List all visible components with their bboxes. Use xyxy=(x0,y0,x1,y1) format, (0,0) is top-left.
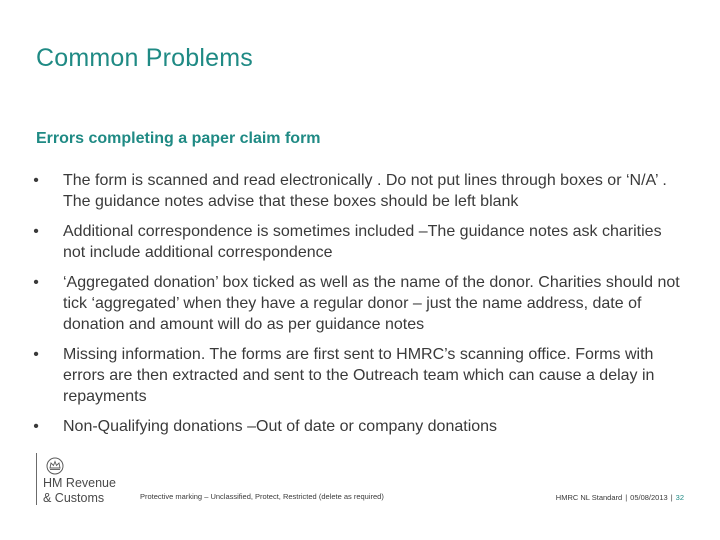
slide-footer xyxy=(0,450,720,540)
bullet-text: Missing information. The forms are first sent to HMRC’s scanning office. Forms with errors are then extracted and sent to the Outreach team which can cause a delay in repayments xyxy=(63,346,655,405)
slide-subtitle: Errors completing a paper claim form xyxy=(36,130,321,147)
bullet-symbol: • xyxy=(33,274,39,291)
bullet-symbol: • xyxy=(33,223,39,240)
separator: | xyxy=(625,493,628,502)
separator: | xyxy=(670,493,673,502)
standard-label: HMRC NL Standard xyxy=(555,493,623,502)
bullet-symbol: • xyxy=(33,172,39,189)
logo-text-line2: & Customs xyxy=(43,491,105,505)
bullet-text: Non-Qualifying donations –Out of date or company donations xyxy=(63,418,498,435)
crown-crest-icon xyxy=(44,456,66,476)
bullet-symbol: • xyxy=(33,418,39,435)
bullet-list xyxy=(30,170,680,446)
page-number: 32 xyxy=(675,493,684,502)
bullet-item xyxy=(30,416,680,437)
bullet-item xyxy=(30,344,680,407)
bullet-text: Additional correspondence is sometimes included –The guidance notes ask charities not include additional correspondence xyxy=(63,223,662,261)
bullet-text: The form is scanned and read electronically . Do not put lines through boxes or ‘N/A’ . The guidance notes advise that these boxes should be left blank xyxy=(63,172,667,210)
bullet-text: ‘Aggregated donation’ box ticked as well as the name of the donor. Charities should not tick ‘aggregated’ when they have a regular donor – just the name address, date of donation and amount will do as per guidance notes xyxy=(63,274,680,333)
footer-date: 05/08/2013 xyxy=(630,493,668,502)
logo-text-line1: HM Revenue xyxy=(43,476,116,490)
protective-marking: Protective marking – Unclassified, Protect, Restricted (delete as required) xyxy=(140,492,384,501)
bullet-item xyxy=(30,170,680,212)
hmrc-logo xyxy=(36,453,139,505)
bullet-item xyxy=(30,272,680,335)
slide-title: Common Problems xyxy=(36,44,253,72)
footer-meta xyxy=(556,493,684,502)
bullet-symbol: • xyxy=(33,346,39,363)
bullet-item xyxy=(30,221,680,263)
